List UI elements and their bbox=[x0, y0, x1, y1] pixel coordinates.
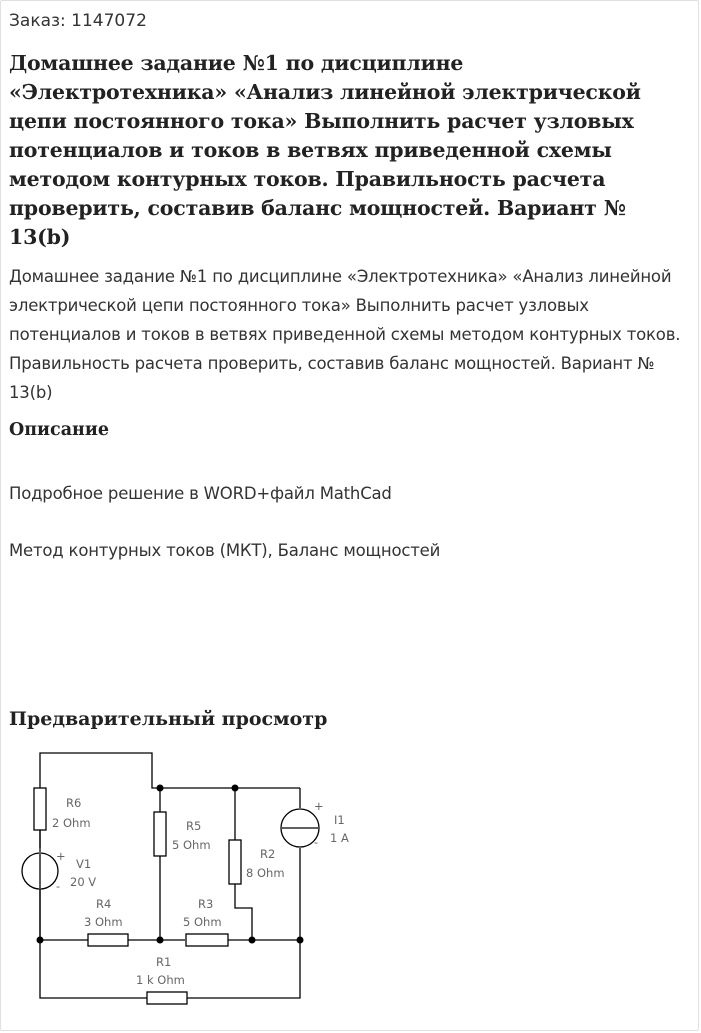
description-paragraph-2: Метод контурных токов (МКТ), Баланс мощностей bbox=[9, 541, 441, 560]
i1-plus-sign: + bbox=[314, 799, 324, 813]
r3-value-label: 5 Ohm bbox=[183, 915, 222, 929]
lead-text: Домашнее задание №1 по дисциплине «Электротехника» «Анализ линейной электрической цепи постоянного тока» Выполнить расчет узловых потенциалов и токов в ветвях приведенной схемы методом контурных токов. Правильность расчета проверить, составив баланс мощностей. Вариант № 13(b) bbox=[9, 267, 681, 402]
v1-value-label: 20 V bbox=[70, 875, 97, 889]
r6-value-label: 2 Ohm bbox=[52, 816, 91, 830]
preview-heading: Предварительный просмотр bbox=[9, 708, 328, 730]
circuit-diagram bbox=[0, 740, 380, 1030]
description-heading: Описание bbox=[9, 420, 109, 440]
page-title: Домашнее задание №1 по дисциплине «Электротехника» «Анализ линейной электрической цепи постоянного тока» Выполнить расчет узловых потенциалов и токов в ветвях приведенной схемы методом контурных токов. Правильность расчета проверить, составив баланс мощностей. Вариант № 13(b) bbox=[9, 51, 641, 249]
r1-value-label: 1 k Ohm bbox=[136, 973, 185, 987]
r5-value-label: 5 Ohm bbox=[172, 838, 211, 852]
r3-name-label: R3 bbox=[198, 897, 214, 911]
r2-value-label: 8 Ohm bbox=[246, 866, 285, 880]
resistor-r1 bbox=[147, 992, 187, 1004]
resistor-r2 bbox=[229, 840, 241, 884]
resistor-r3 bbox=[186, 934, 228, 946]
i1-value-label: 1 A bbox=[330, 831, 349, 845]
r6-name-label: R6 bbox=[66, 796, 82, 810]
r1-name-label: R1 bbox=[156, 955, 172, 969]
v1-name-label: V1 bbox=[76, 857, 92, 871]
r4-value-label: 3 Ohm bbox=[84, 915, 123, 929]
resistor-r5 bbox=[154, 812, 166, 856]
i1-minus-sign: - bbox=[314, 835, 319, 849]
r4-name-label: R4 bbox=[96, 897, 112, 911]
r2-name-label: R2 bbox=[260, 847, 276, 861]
i1-name-label: I1 bbox=[334, 813, 345, 827]
order-number: Заказ: 1147072 bbox=[9, 11, 147, 31]
resistor-r4 bbox=[88, 934, 128, 946]
resistor-r6 bbox=[34, 788, 46, 830]
v1-minus-sign: - bbox=[56, 879, 61, 893]
description-paragraph-1: Подробное решение в WORD+файл MathCad bbox=[9, 484, 392, 503]
v1-plus-sign: + bbox=[56, 849, 66, 863]
r5-name-label: R5 bbox=[186, 819, 202, 833]
